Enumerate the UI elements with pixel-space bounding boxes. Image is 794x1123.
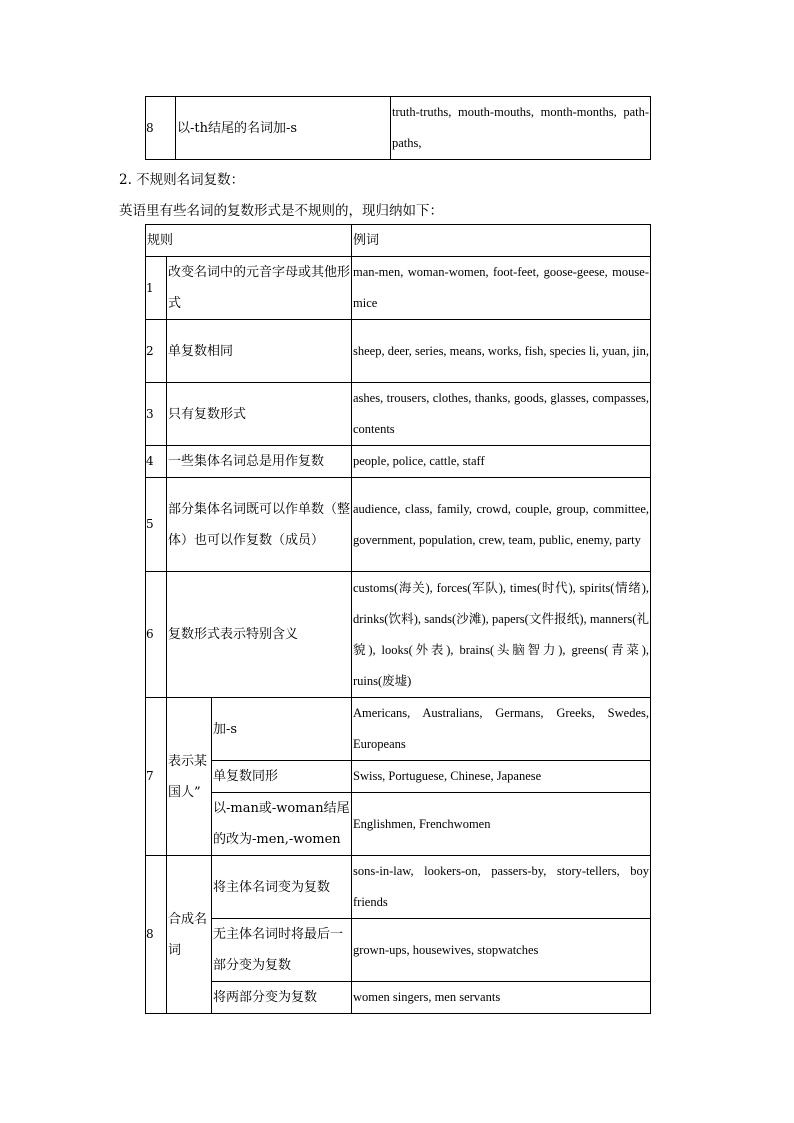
rule-cell: 将两部分变为复数 [212, 982, 352, 1014]
example-cell: Swiss, Portuguese, Chinese, Japanese [352, 761, 651, 793]
table-row [146, 478, 651, 572]
table-row [146, 446, 651, 478]
intro-paragraph: 英语里有些名词的复数形式是不规则的，现归纳如下： [119, 203, 443, 219]
row-number: 8 [146, 97, 176, 160]
example-cell: audience, class, family, crowd, couple, group, committee, government, population, crew, team, public, enemy, party [352, 478, 651, 572]
example-cell: women singers, men servants [352, 982, 651, 1014]
table-row [146, 856, 651, 919]
rule-cell: 单复数相同 [167, 320, 352, 383]
table-row [146, 793, 651, 856]
example-cell: sheep, deer, series, means, works, fish, species li, yuan, jin, [352, 320, 651, 383]
example-cell: ashes, trousers, clothes, thanks, goods, glasses, compasses, contents [352, 383, 651, 446]
table-row [146, 97, 651, 160]
table-row [146, 761, 651, 793]
rule-cell: 加-s [212, 698, 352, 761]
section-heading: 2. 不规则名词复数： [119, 172, 245, 188]
header-example: 例词 [352, 225, 651, 257]
row-number: 3 [146, 383, 167, 446]
example-cell: Americans, Australians, Germans, Greeks, Swedes, Europeans [352, 698, 651, 761]
row-number: 5 [146, 478, 167, 572]
irregular-plural-table [145, 224, 651, 1014]
rule-cell: 只有复数形式 [167, 383, 352, 446]
row-number: 2 [146, 320, 167, 383]
rule-cell: 无主体名词时将最后一部分变为复数 [212, 919, 352, 982]
example-cell: customs(海关), forces(军队), times(时代), spirits(情绪), drinks(饮料), sands(沙滩), papers(文件报纸), manners(礼貌), looks(外表), brains(头脑智力), greens(青菜), ruins(废墟) [352, 572, 651, 698]
header-rule: 规则 [146, 225, 352, 257]
table-row [146, 919, 651, 982]
example-cell: Englishmen, Frenchwomen [352, 793, 651, 856]
table-row [146, 982, 651, 1014]
group-label: 合成名词 [167, 856, 212, 1014]
example-cell: sons-in-law, lookers-on, passers-by, story-tellers, boy friends [352, 856, 651, 919]
table-row [146, 698, 651, 761]
continuation-table [145, 96, 651, 160]
rule-cell: 以-man或-woman结尾的改为-men,-women [212, 793, 352, 856]
rule-cell: 部分集体名词既可以作单数（整体）也可以作复数（成员） [167, 478, 352, 572]
table-row [146, 572, 651, 698]
row-number: 1 [146, 257, 167, 320]
row-number: 7 [146, 698, 167, 856]
group-label: 表示某国人” [167, 698, 212, 856]
rule-cell: 将主体名词变为复数 [212, 856, 352, 919]
row-number: 6 [146, 572, 167, 698]
row-number: 8 [146, 856, 167, 1014]
rule-cell: 一些集体名词总是用作复数 [167, 446, 352, 478]
rule-cell: 复数形式表示特别含义 [167, 572, 352, 698]
example-cell: grown-ups, housewives, stopwatches [352, 919, 651, 982]
rule-cell: 单复数同形 [212, 761, 352, 793]
example-cell: man-men, woman-women, foot-feet, goose-geese, mouse-mice [352, 257, 651, 320]
table-row [146, 257, 651, 320]
table-row [146, 320, 651, 383]
row-number: 4 [146, 446, 167, 478]
example-cell: people, police, cattle, staff [352, 446, 651, 478]
rule-cell: 以-th结尾的名词加-s [176, 97, 391, 160]
example-cell: truth-truths, mouth-mouths, month-months, path-paths, [391, 97, 651, 160]
table-row [146, 383, 651, 446]
rule-cell: 改变名词中的元音字母或其他形式 [167, 257, 352, 320]
table-header-row [146, 225, 651, 257]
